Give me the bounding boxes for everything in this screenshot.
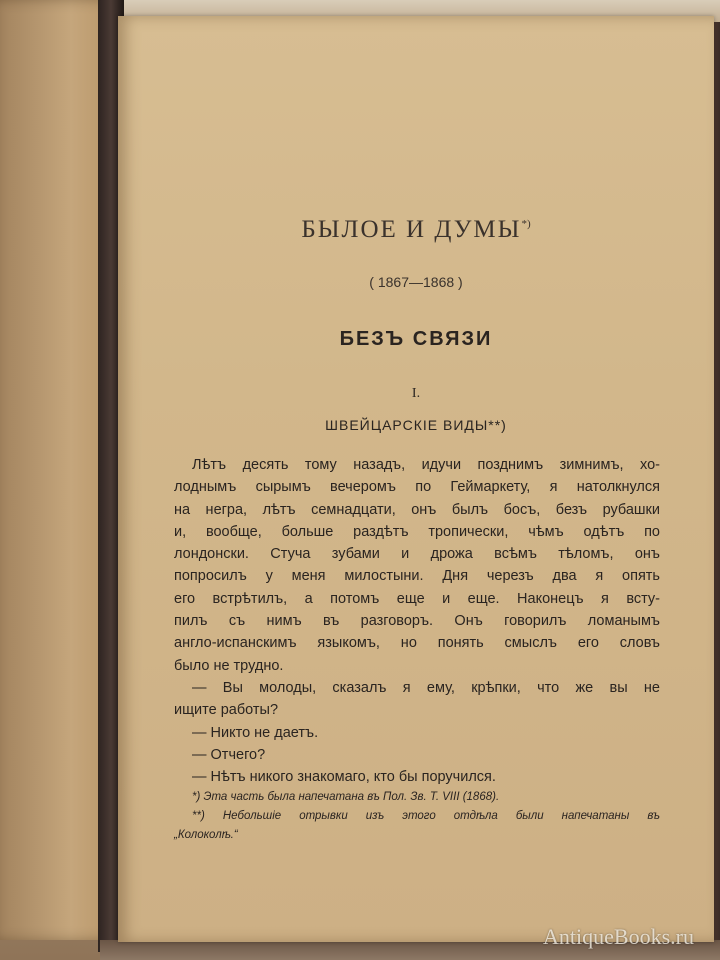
body-line: на негра, лѣтъ семнадцати, онъ былъ босъ, безъ рубашки [174, 501, 660, 518]
title-text: БЫЛОЕ И ДУМЫ [301, 216, 522, 243]
body-line: было не трудно. [174, 657, 284, 674]
dialogue-line: — Вы молоды, сказалъ я ему, крѣпки, что же вы не [192, 679, 660, 696]
section-title: ШВЕЙЦАРСКІЕ ВИДЫ**) [325, 417, 507, 433]
body-line: лондонски. Стуча зубами и дрожа всѣмъ тѣломъ, онъ [174, 546, 660, 563]
book-page [118, 16, 714, 942]
body-line: и, вообще, больше раздѣтъ тропически, чѣмъ одѣтъ по [174, 523, 660, 540]
dialogue-line: — Отчего? [192, 746, 266, 763]
years: ( 1867—1868 ) [369, 274, 463, 290]
footnotes [174, 788, 660, 845]
footnote-2-line-1: **) Небольшіе отрывки изъ этого отдѣла были напечатаны въ [192, 810, 660, 822]
chapter-title: БЕЗЪ СВЯЗИ [339, 328, 493, 350]
body-line: лоднымъ сырымъ вечеромъ по Геймаркету, я натолкнулся [174, 479, 660, 496]
section-number: I. [411, 386, 421, 401]
body-text [174, 454, 660, 788]
dialogue-line: ищите работы? [174, 702, 279, 719]
title-footnote-mark: *) [521, 218, 531, 230]
body-line: попросилъ у меня милостыни. Дня черезъ два я опять [174, 568, 660, 585]
dialogue-line: — Нѣтъ никого знакомаго, кто бы поручился. [192, 769, 496, 786]
body-line: пилъ съ нимъ въ разговоръ. Онъ говорилъ ломанымъ [174, 613, 660, 630]
footnote-2-line-2: „Колоколѣ.“ [174, 829, 238, 841]
body-line: его встрѣтилъ, а потомъ еще и еще. Наконецъ я всту- [174, 590, 660, 607]
body-line: англо-испанскимъ языкомъ, но понять смыслъ его словъ [174, 635, 660, 652]
footnote-1: *) Эта часть была напечатана въ Пол. Зв. Т. VIII (1868). [192, 791, 500, 803]
body-line: Лѣтъ десять тому назадъ, идучи позднимъ зимнимъ, хо- [192, 457, 660, 473]
watermark: AntiqueBooks.ru [543, 924, 694, 949]
page-title [118, 216, 714, 244]
dialogue-line: — Никто не даетъ. [192, 724, 319, 741]
